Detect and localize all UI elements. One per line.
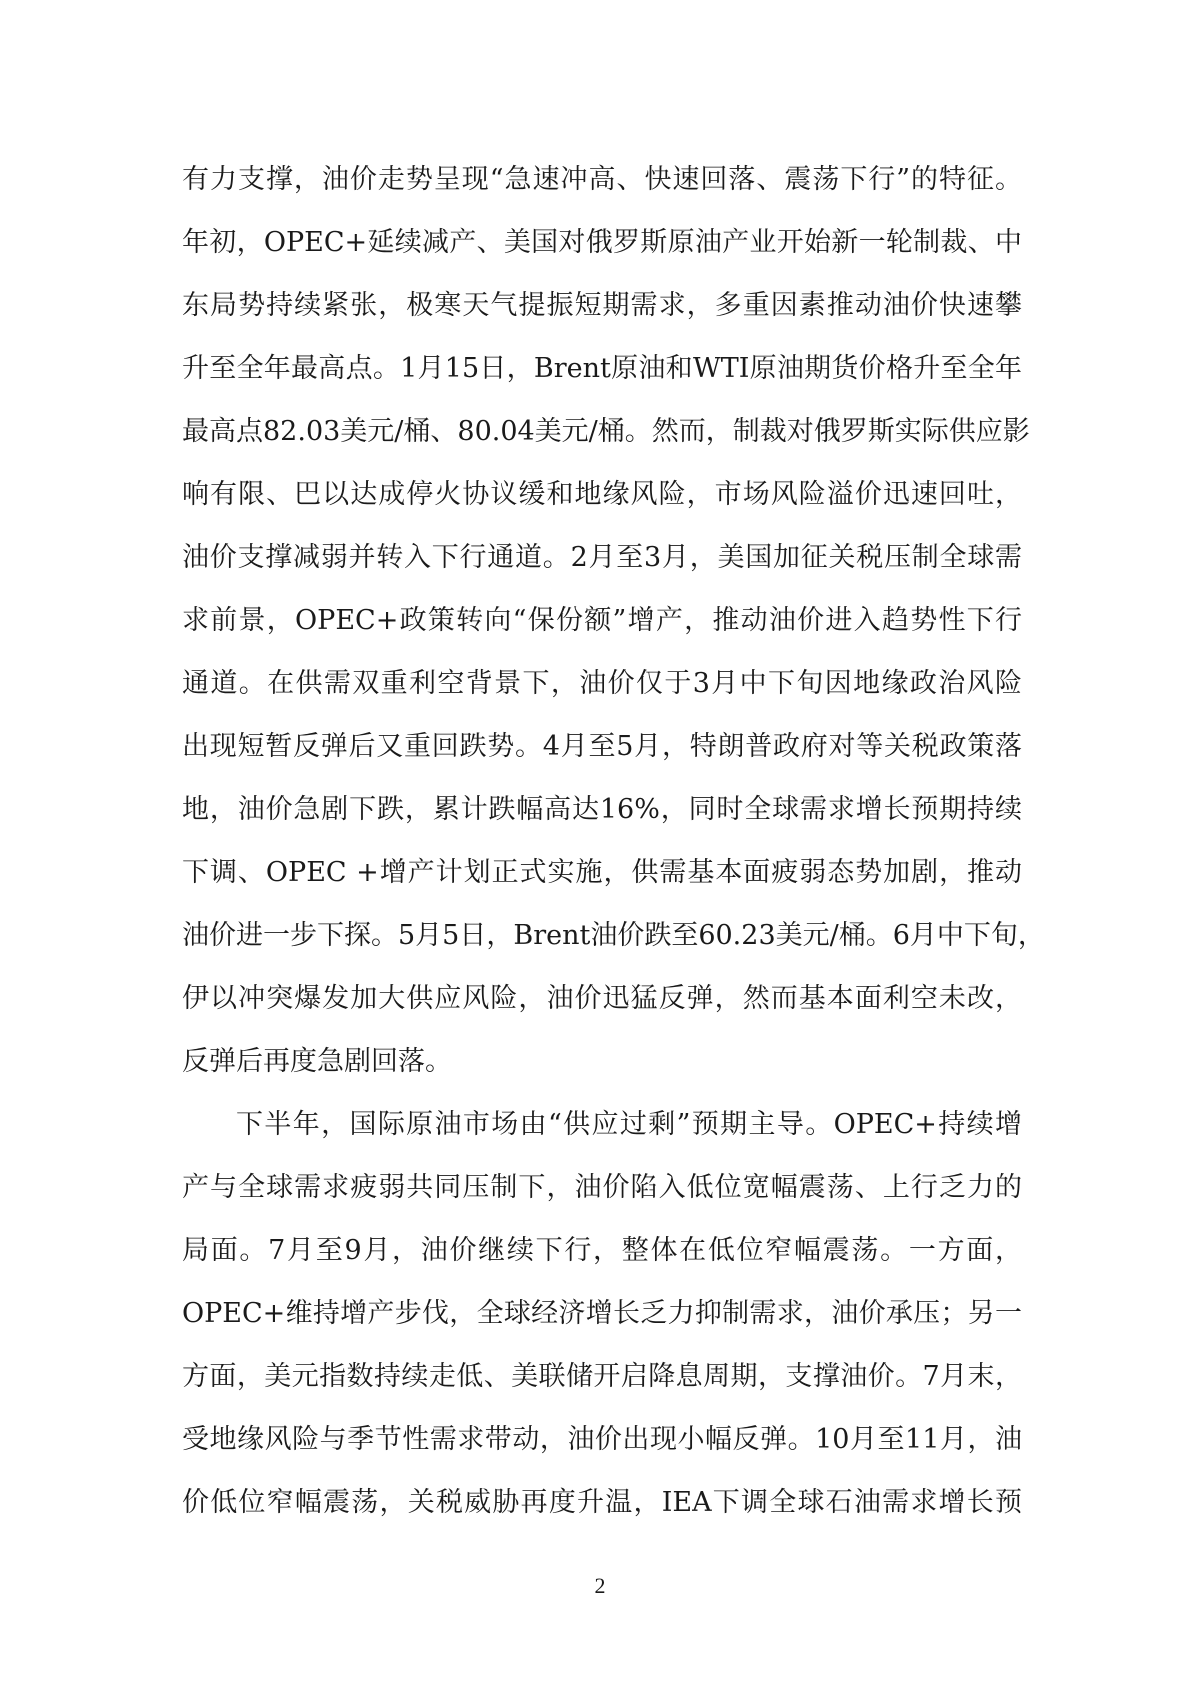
text-line: 下半年，国际原油市场由“供应过剩”预期主导。OPEC+持续增: [236, 1109, 1022, 1140]
text-line: 求前景，OPEC+政策转向“保份额”增产，推动油价进入趋势性下行: [182, 605, 1022, 636]
text-line: 有力支撑，油价走势呈现“急速冲高、快速回落、震荡下行”的特征。: [182, 164, 1022, 195]
text-line: 通道。在供需双重利空背景下，油价仅于3月中下旬因地缘政治风险: [182, 668, 1022, 699]
text-line: OPEC+维持增产步伐，全球经济增长乏力抑制需求，油价承压；另一: [182, 1298, 1022, 1329]
text-line: 响有限、巴以达成停火协议缓和地缘风险，市场风险溢价迅速回吐，: [182, 479, 1022, 510]
text-line: 最高点82.03美元/桶、80.04美元/桶。然而，制裁对俄罗斯实际供应影: [182, 416, 1030, 447]
text-line: 下调、OPEC +增产计划正式实施，供需基本面疲弱态势加剧，推动: [182, 857, 1022, 888]
text-line: 出现短暂反弹后又重回跌势。4月至5月，特朗普政府对等关税政策落: [182, 731, 1022, 762]
body-text: [182, 148, 1045, 1534]
text-line: 受地缘风险与季节性需求带动，油价出现小幅反弹。10月至11月，油: [182, 1424, 1022, 1455]
paragraph-1: [182, 148, 1045, 1093]
text-line: 地，油价急剧下跌，累计跌幅高达16%，同时全球需求增长预期持续: [182, 794, 1022, 825]
text-line: 局面。7月至9月，油价继续下行，整体在低位窄幅震荡。一方面，: [182, 1235, 1022, 1266]
text-line: 油价进一步下探。5月5日，Brent油价跌至60.23美元/桶。6月中下旬，: [182, 920, 1045, 951]
text-line: 升至全年最高点。1月15日，Brent原油和WTI原油期货价格升至全年: [182, 353, 1022, 384]
text-line: 东局势持续紧张，极寒天气提振短期需求，多重因素推动油价快速攀: [182, 290, 1022, 321]
text-line: 反弹后再度急剧回落。: [182, 1046, 452, 1077]
text-line: 方面，美元指数持续走低、美联储开启降息周期，支撑油价。7月末，: [182, 1361, 1022, 1392]
text-line: 油价支撑减弱并转入下行通道。2月至3月，美国加征关税压制全球需: [182, 542, 1022, 573]
text-line: 产与全球需求疲弱共同压制下，油价陷入低位宽幅震荡、上行乏力的: [182, 1172, 1022, 1203]
paragraph-2: [182, 1093, 1022, 1534]
page-number: 2: [594, 1573, 606, 1598]
text-line: 年初，OPEC+延续减产、美国对俄罗斯原油产业开始新一轮制裁、中: [182, 227, 1022, 258]
text-line: 价低位窄幅震荡，关税威胁再度升温，IEA下调全球石油需求增长预: [182, 1487, 1022, 1518]
text-line: 伊以冲突爆发加大供应风险，油价迅猛反弹，然而基本面利空未改，: [182, 983, 1022, 1014]
